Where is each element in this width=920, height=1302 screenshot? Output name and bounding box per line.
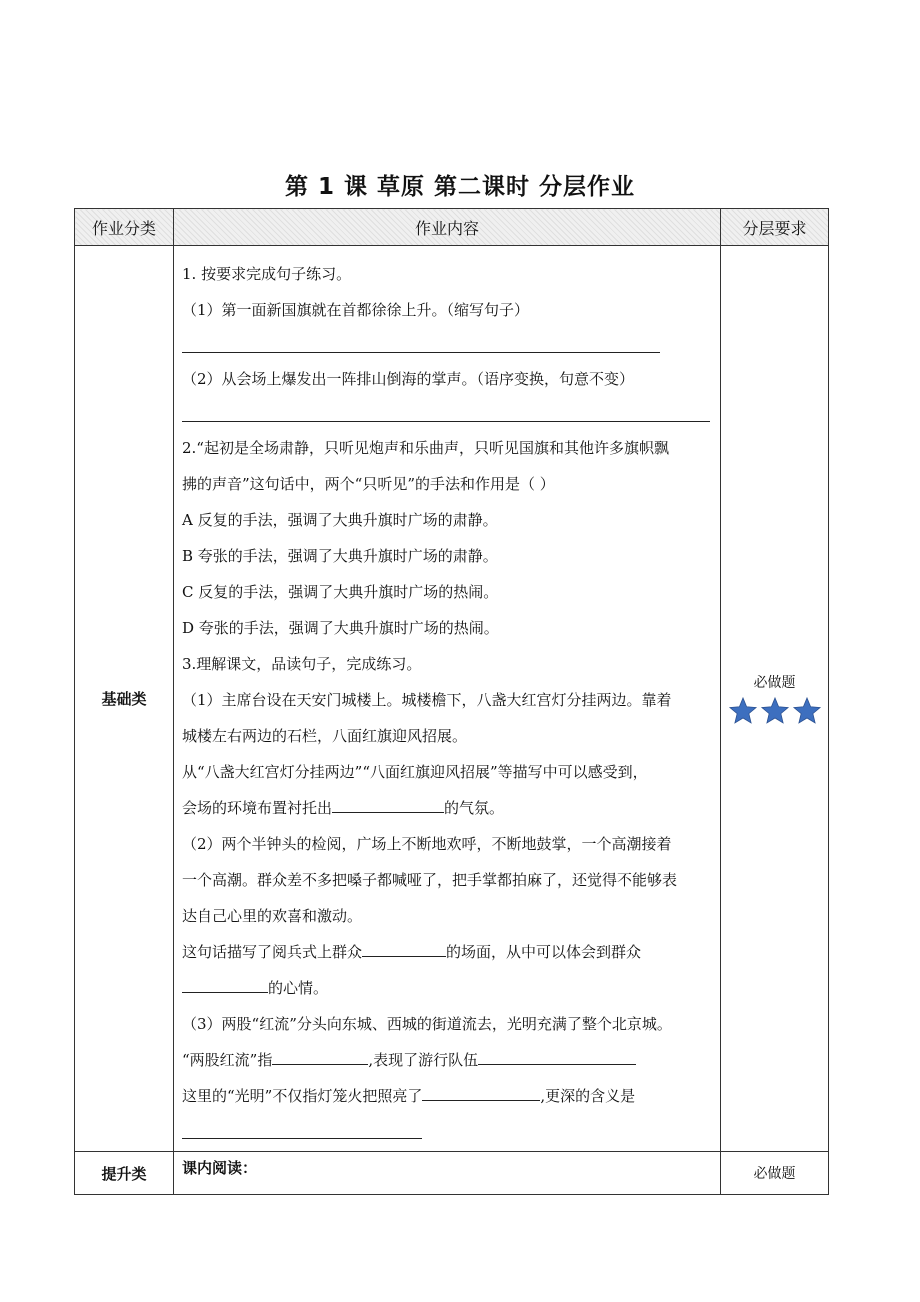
question-2-line-b: 拂的声音”这句话中，两个“只听见”的手法和作用是（ ）: [182, 475, 555, 493]
header-content: 作业内容: [174, 209, 721, 246]
option-b: B 夸张的手法，强调了大典升旗时广场的肃静。: [182, 547, 498, 565]
question-3-2-suffix: 的心情。: [268, 979, 329, 997]
difficulty-stars: [721, 696, 828, 726]
question-3-1-line-a: （1）主席台设在天安门城楼上。城楼檐下，八盏大红宫灯分挂两边。靠着: [182, 691, 672, 709]
question-3-3-c-prefix: 这里的“光明”不仅指灯笼火把照亮了: [182, 1087, 423, 1105]
question-3-1-line-b: 城楼左右两边的石栏，八面红旗迎风招展。: [182, 727, 468, 745]
answer-line-1-1[interactable]: [182, 332, 660, 353]
page-title: 第 1 课 草原 第二课时 分层作业: [284, 174, 636, 200]
blank-3-3-c[interactable]: [422, 1080, 540, 1101]
question-3-1-prefix: 会场的环境布置衬托出: [182, 799, 333, 817]
blank-3-2-b[interactable]: [182, 972, 268, 993]
requirement-basic: [721, 246, 829, 1152]
header-row: [75, 209, 829, 246]
content-upgrade: 课内阅读：: [174, 1152, 721, 1195]
question-3-title: 3.理解课文，品读句子，完成练习。: [182, 655, 422, 673]
star-icon: [728, 696, 758, 726]
question-3-3-middle: ,表现了游行队伍: [368, 1051, 479, 1069]
answer-line-1-2[interactable]: [182, 401, 710, 422]
question-3-3-line-a: （3）两股“红流”分头向东城、西城的街道流去，光明充满了整个北京城。: [182, 1015, 672, 1033]
requirement-upgrade: 必做题: [721, 1152, 829, 1195]
option-c: C 反复的手法，强调了大典升旗时广场的热闹。: [182, 583, 499, 601]
question-3-2-line-a: （2）两个半钟头的检阅，广场上不断地欢呼，不断地鼓掌，一个高潮接着: [182, 835, 672, 853]
question-3-3-c-suffix: ,更深的含义是: [540, 1087, 636, 1105]
question-1-title: 1. 按要求完成句子练习。: [182, 265, 352, 283]
question-3-2-line-e: [182, 970, 712, 1006]
content-basic: [174, 246, 721, 1152]
question-1-2: （2）从会场上爆发出一阵排山倒海的掌声。（语序变换，句意不变）: [182, 370, 635, 388]
row-basic: [75, 246, 829, 1152]
question-3-2-line-b: 一个高潮。群众差不多把嗓子都喊哑了，把手掌都拍麻了，还觉得不能够表: [182, 871, 678, 889]
question-3-1-line-c: 从“八盏大红宫灯分挂两边”“八面红旗迎风招展”等描写中可以感受到，: [182, 763, 648, 781]
requirement-label: 必做题: [753, 674, 796, 691]
star-icon: [760, 696, 790, 726]
blank-3-3-b[interactable]: [478, 1044, 636, 1065]
question-1-1: （1）第一面新国旗就在首都徐徐上升。（缩写句子）: [182, 301, 530, 319]
question-3-2-line-d: [182, 934, 712, 970]
category-basic: 基础类: [75, 246, 174, 1152]
question-3-3-prefix: “两股红流”指: [182, 1051, 273, 1069]
question-3-2-line-c: 达自己心里的欢喜和激动。: [182, 907, 363, 925]
homework-table: [74, 208, 829, 1195]
answer-line-3-3[interactable]: [182, 1118, 422, 1139]
blank-3-1[interactable]: [332, 792, 444, 813]
header-requirement: 分层要求: [721, 209, 829, 246]
option-a: A 反复的手法，强调了大典升旗时广场的肃静。: [182, 511, 498, 529]
option-d: D 夸张的手法，强调了大典升旗时广场的热闹。: [182, 619, 499, 637]
blank-3-2-a[interactable]: [362, 936, 446, 957]
question-3-1-line-d: [182, 790, 712, 826]
question-3-3-line-c: [182, 1078, 712, 1114]
question-2-line-a: 2.“起初是全场肃静，只听见炮声和乐曲声，只听见国旗和其他许多旗帜飘: [182, 439, 669, 457]
header-category: 作业分类: [75, 209, 174, 246]
star-icon: [792, 696, 822, 726]
question-3-1-suffix: 的气氛。: [444, 799, 505, 817]
category-upgrade: 提升类: [75, 1152, 174, 1195]
blank-3-3-a[interactable]: [272, 1044, 368, 1065]
question-3-2-middle: 的场面，从中可以体会到群众: [446, 943, 642, 961]
row-upgrade: [75, 1152, 829, 1195]
question-3-3-line-b: [182, 1042, 712, 1078]
question-3-2-prefix: 这句话描写了阅兵式上群众: [182, 943, 363, 961]
